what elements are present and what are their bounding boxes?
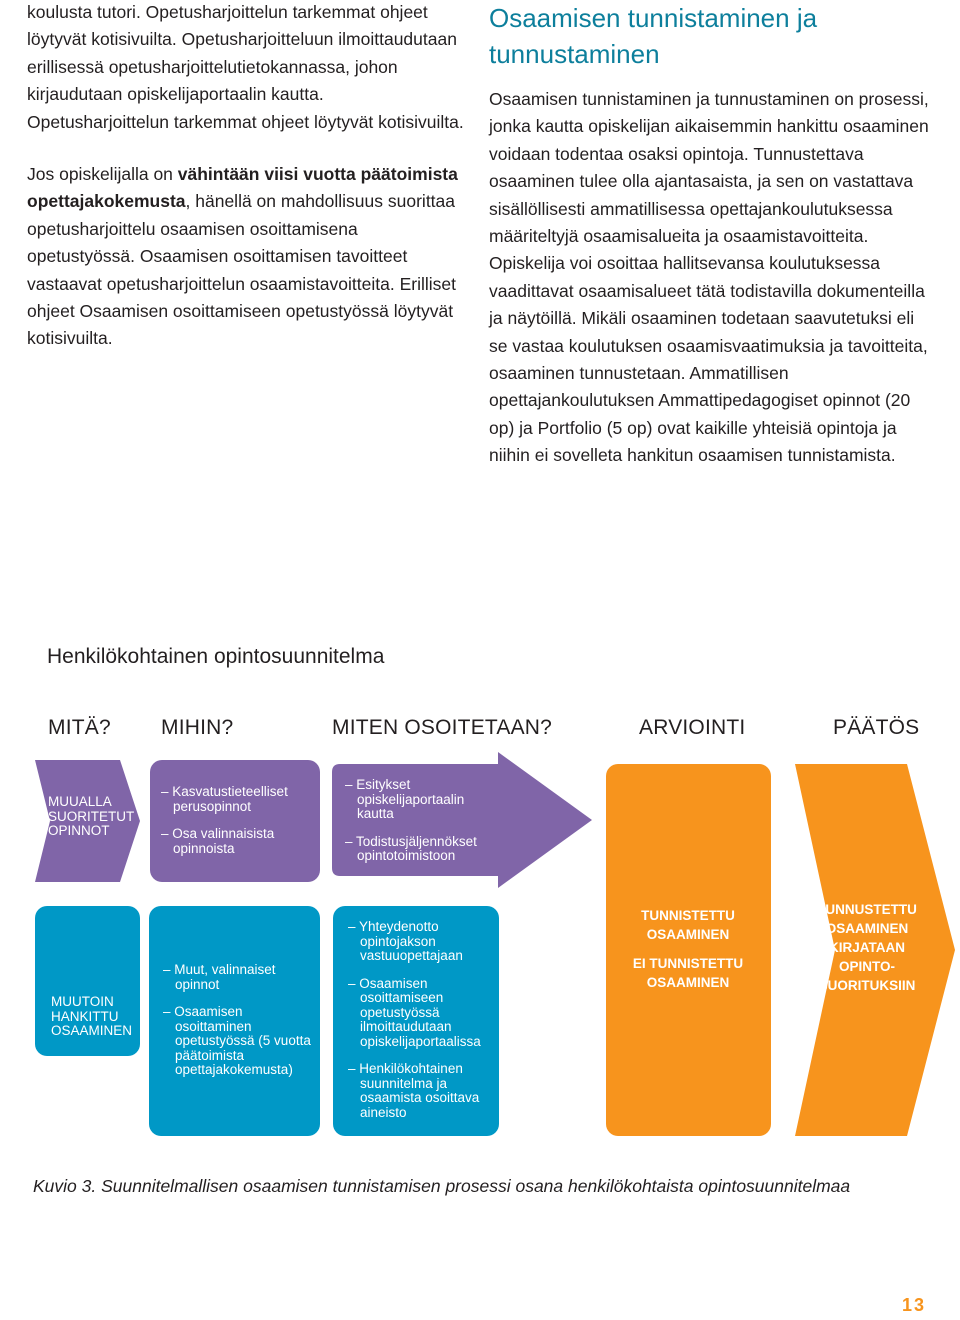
row2-how-item: – Henkilökohtainen suunnitelma ja osaamista osoittava aineisto — [348, 1061, 480, 1120]
left-paragraph-2-bold: vähintään viisi vuotta päätoimista opettajakokemusta — [27, 164, 458, 212]
section-heading: Osaamisen tunnistaminen ja tunnustaminen — [489, 3, 818, 69]
row1-how-item: – Esitykset opiskelijaportaalin kautta — [345, 777, 465, 821]
header-what: MITÄ? — [48, 716, 111, 739]
header-where: MIHIN? — [161, 716, 234, 739]
row2-how-item: – Osaamisen osoittamiseen opetustyössä ilmoittaudutaan opiskelijaportaalissa — [348, 975, 481, 1049]
evaluation-recognized: TUNNISTETTU OSAAMINEN — [641, 908, 735, 942]
row1-where-list — [161, 785, 311, 856]
header-evaluation: ARVIOINTI — [639, 716, 746, 739]
row1-where-item: – Kasvatustieteelliset perusopinnot — [161, 784, 288, 814]
row2-how-list — [348, 920, 496, 1120]
row2-where-item: – Osaamisen osoittaminen opetustyössä (5 vuotta päätoimista opettajakokemusta) — [163, 1004, 311, 1077]
row2-how-item: – Yhteydenotto opintojakson vastuuopettajaan — [348, 919, 463, 963]
left-paragraph-2-start: Jos opiskelijalla on — [27, 164, 178, 185]
row1-how-item: – Todistusjäljennökset opintotoimistoon — [345, 833, 477, 863]
left-paragraph-2-end: , hänellä on mahdollisuus suorittaa opetusharjoittelu osaamisen osoittamisena opetustyössä. Osaamisen osoittamisen tavoitteet vastaavat opetusharjoittelun osaamistavoitteita. Erilliset ohjeet Osaamisen osoittamiseen opetustyössä löytyvät kotisivuilta. — [27, 191, 456, 349]
row1-where-item: – Osa valinnaisista opinnoista — [161, 826, 275, 856]
right-paragraph: Osaamisen tunnistaminen ja tunnustaminen on prosessi, jonka kautta opiskelijan aikaisemmin hankittu osaaminen voidaan todentaa osaksi opintoja. Tunnustettava osaaminen tulee olla ajantasaista, ja sen on vastattava sisällöllisesti ammatillisessa opettajankoulutuksessa määriteltyjä osaamisalueita ja osaamistavoitteita. Opiskelija voi osoittaa hallitsevansa koulutuksessa vaadittavat osaamisalueet tätä todistavilla dokumenteilla ja näytöillä. Mikäli osaaminen todetaan saavutetuksi eli se vastaa koulutuksen osaamisvaatimuksia ja tavoitteita, osaaminen tunnustetaan. Ammatillisen opettajankoulutuksen Ammattipedagogiset opinnot (20 op) ja Portfolio (5 op) ovat kaikille yhteisiä opintoja ja niihin ei sovelleta hankitun osaamisen tunnistamista. — [489, 89, 929, 466]
evaluation-box — [606, 764, 771, 1136]
page-number: 13 — [902, 1295, 927, 1315]
decision-label: TUNNUSTETTU OSAAMINEN KIRJATAAN OPINTO-SUORITUKSIIN — [817, 902, 917, 993]
left-paragraph-1: koulusta tutori. Opetusharjoittelun tarkemmat ohjeet löytyvät kotisivuilta. Opetusharjoitteluun ilmoittaudutaan erillisessä opetusharjoittelutietokannassa, johon kirjaudutaan opiskelijaportaalin kautta. Opetusharjoittelun tarkemmat ohjeet löytyvät kotisivuilta. — [27, 2, 464, 132]
row1-what-label: MUUALLA SUORITETUT OPINNOT — [48, 794, 135, 838]
row2-where-item: – Muut, valinnaiset opinnot — [163, 962, 276, 992]
header-how: MITEN OSOITETAAN? — [332, 716, 553, 739]
row2-where-list — [163, 963, 313, 1078]
row1-how-list — [345, 778, 495, 864]
header-decision: PÄÄTÖS — [833, 716, 920, 739]
evaluation-not-recognized: EI TUNNISTETTU OSAAMINEN — [632, 956, 744, 990]
row2-what-label: MUUTOIN HANKITTU OSAAMINEN — [51, 994, 133, 1038]
figure-caption: Kuvio 3. Suunnitelmallisen osaamisen tunnistamisen prosessi osana henkilökohtaista opintosuunnitelmaa — [33, 1176, 851, 1196]
diagram-title: Henkilökohtainen opintosuunnitelma — [47, 645, 385, 668]
